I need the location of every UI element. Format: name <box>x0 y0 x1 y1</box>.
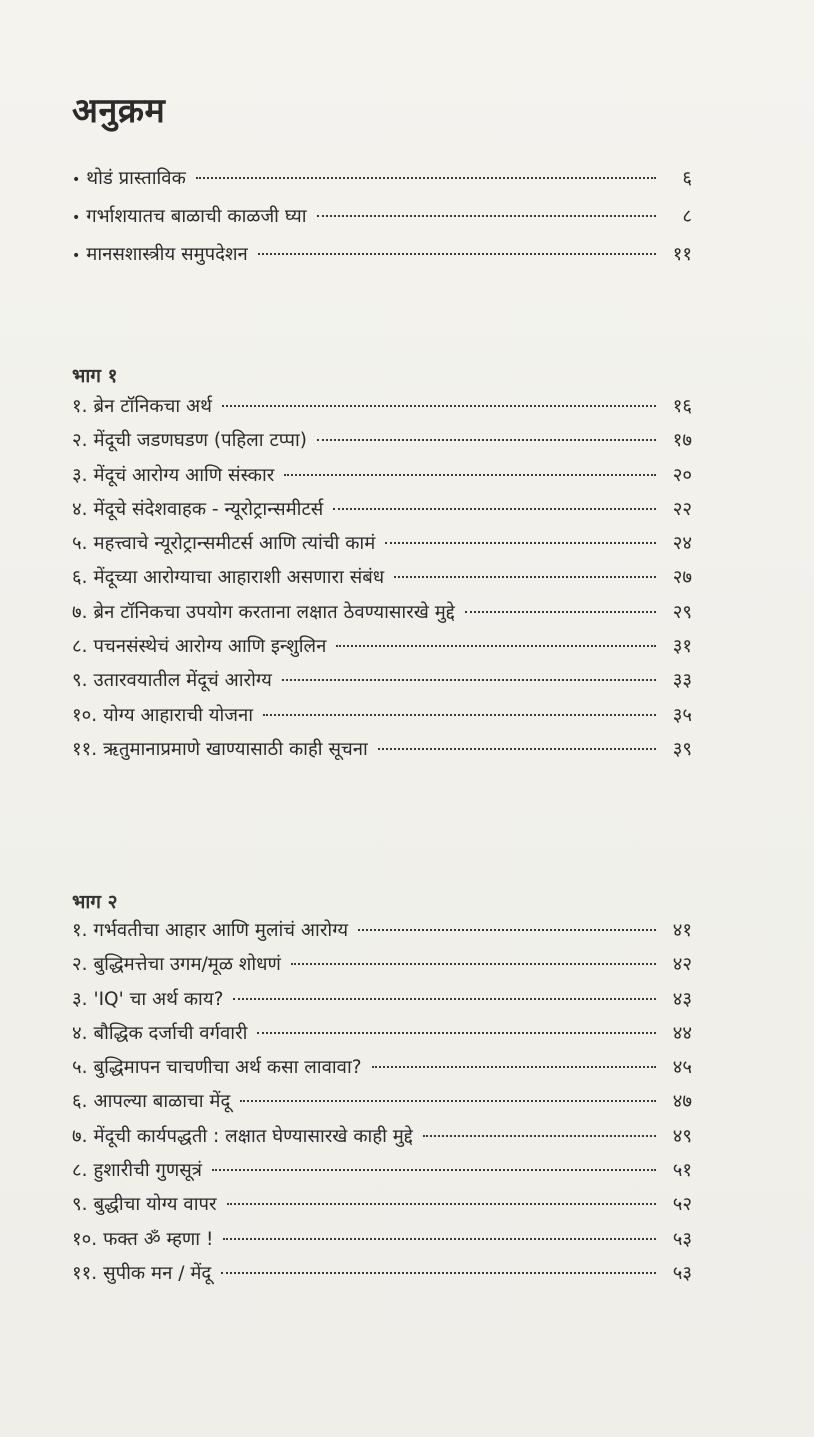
dot-leader <box>465 611 656 613</box>
entry-title: मेंदूचं आरोग्य आणि संस्कार <box>93 464 275 486</box>
toc-entry <box>72 1194 692 1228</box>
entry-title: मेंदूच्या आरोग्याचा आहाराशी असणारा संबंध <box>93 567 385 589</box>
entry-title: फक्त ॐ म्हणा ! <box>103 1228 214 1250</box>
entry-title: 'IQ' चा अर्थ काय? <box>93 988 224 1010</box>
dot-leader <box>378 748 656 750</box>
entry-number: २. <box>72 954 88 976</box>
page-title: अनुक्रम <box>72 91 166 131</box>
entry-number: ४. <box>72 1022 88 1044</box>
toc-entry <box>72 670 692 704</box>
toc-entry <box>72 1229 692 1263</box>
entry-title: मेंदूचे संदेशवाहक - न्यूरोट्रान्समीटर्स <box>93 498 324 520</box>
entry-number: ६. <box>72 567 88 589</box>
entry-title: योग्य आहाराची योजना <box>103 704 254 726</box>
entry-title: आपल्या बाळाचा मेंदू <box>93 1091 231 1113</box>
entry-page-number: २२ <box>672 498 692 520</box>
entry-number: १. <box>72 396 88 417</box>
toc-entry <box>72 739 692 773</box>
entry-page-number: ४२ <box>672 954 692 976</box>
toc-entry <box>72 567 692 601</box>
entry-number: १०. <box>72 1228 98 1250</box>
part1-list <box>72 396 692 773</box>
entry-page-number: २४ <box>672 533 692 555</box>
dot-leader <box>282 679 656 681</box>
entry-title: महत्त्वाचे न्यूरोट्रान्समीटर्स आणि त्यांची कामं <box>93 533 376 555</box>
dot-leader <box>284 474 656 476</box>
entry-title: बुद्धिमापन चाचणीचा अर्थ कसा लावावा? <box>93 1057 362 1079</box>
dot-leader <box>394 576 656 578</box>
toc-entry <box>72 989 692 1023</box>
dot-leader <box>221 1272 656 1274</box>
entry-number: ३. <box>72 988 88 1010</box>
toc-entry <box>72 206 692 244</box>
entry-title: गर्भवतीचा आहार आणि मुलांचं आरोग्य <box>93 920 349 941</box>
toc-entry <box>72 1091 692 1125</box>
entry-page-number: ४१ <box>672 920 692 941</box>
bullet-marker: • <box>72 248 81 264</box>
entry-number: ९. <box>72 1194 88 1216</box>
entry-title: सुपीक मन / मेंदू <box>103 1262 212 1284</box>
entry-number: ५. <box>72 533 88 555</box>
entry-title: हुशारीची गुणसूत्रं <box>93 1160 202 1182</box>
toc-entry <box>72 533 692 567</box>
entry-page-number: १७ <box>672 430 692 452</box>
toc-entry <box>72 1057 692 1091</box>
entry-page-number: ८ <box>682 206 692 227</box>
entry-page-number: ५२ <box>672 1194 692 1216</box>
toc-entry <box>72 430 692 464</box>
entry-page-number: ५३ <box>672 1262 692 1284</box>
entry-title: ऋतुमानाप्रमाणे खाण्यासाठी काही सूचना <box>103 738 368 760</box>
dot-leader <box>222 405 656 407</box>
entry-page-number: ५१ <box>672 1160 692 1182</box>
part1-heading: भाग १ <box>72 365 118 387</box>
entry-title: ब्रेन टॉनिकचा उपयोग करताना लक्षात ठेवण्यासारखे मुद्दे <box>93 601 455 623</box>
dot-leader <box>358 929 656 931</box>
entry-number: ११. <box>72 738 98 760</box>
entry-title: ब्रेन टॉनिकचा अर्थ <box>93 396 212 417</box>
entry-number: ८. <box>72 1160 88 1182</box>
entry-title: उतारवयातील मेंदूचं आरोग्य <box>93 670 272 692</box>
entry-number: ८. <box>72 636 88 658</box>
toc-entry <box>72 602 692 636</box>
toc-entry <box>72 1263 692 1297</box>
dot-leader <box>333 508 656 510</box>
dot-leader <box>317 439 656 441</box>
entry-page-number: ४७ <box>672 1091 692 1113</box>
toc-entry <box>72 168 692 206</box>
toc-entry <box>72 1126 692 1160</box>
entry-page-number: ३३ <box>672 670 692 692</box>
entry-number: १०. <box>72 704 98 726</box>
dot-leader <box>258 253 656 255</box>
entry-title: मानसशास्त्रीय समुपदेशन <box>86 244 248 265</box>
entry-title: थोडं प्रास्ताविक <box>86 168 186 189</box>
dot-leader <box>291 963 656 965</box>
dot-leader <box>372 1066 656 1068</box>
entry-page-number: ६ <box>682 168 692 189</box>
entry-page-number: २९ <box>672 601 692 623</box>
entry-title: बुद्धिमत्तेचा उगम/मूळ शोधणं <box>93 954 281 976</box>
entry-number: ३. <box>72 464 88 486</box>
entry-number: ५. <box>72 1057 88 1079</box>
entry-page-number: ३१ <box>672 636 692 658</box>
entry-page-number: ३९ <box>672 738 692 760</box>
part2-heading: भाग २ <box>72 891 118 913</box>
toc-entry <box>72 705 692 739</box>
toc-entry <box>72 396 692 430</box>
dot-leader <box>257 1032 656 1034</box>
entry-page-number: ४९ <box>672 1125 692 1147</box>
entry-title: मेंदूची कार्यपद्धती : लक्षात घेण्यासारखे काही मुद्दे <box>93 1125 413 1147</box>
entry-title: बौद्धिक दर्जाची वर्गवारी <box>93 1022 248 1044</box>
dot-leader <box>336 645 656 647</box>
entry-title: बुद्धीचा योग्य वापर <box>93 1194 217 1216</box>
intro-list <box>72 168 692 282</box>
dot-leader <box>233 998 656 1000</box>
toc-entry <box>72 244 692 282</box>
bullet-marker: • <box>72 172 81 188</box>
entry-title: गर्भाशयातच बाळाची काळजी घ्या <box>86 206 307 227</box>
dot-leader <box>227 1203 656 1205</box>
entry-page-number: ४४ <box>672 1022 692 1044</box>
entry-number: ७. <box>72 1125 88 1147</box>
entry-page-number: १६ <box>672 396 692 417</box>
entry-page-number: ११ <box>672 244 692 265</box>
entry-number: ११. <box>72 1262 98 1284</box>
entry-title: मेंदूची जडणघडण (पहिला टप्पा) <box>93 430 308 452</box>
entry-page-number: ५३ <box>672 1228 692 1250</box>
bullet-marker: • <box>72 210 81 226</box>
entry-number: २. <box>72 430 88 452</box>
entry-page-number: २० <box>672 464 692 486</box>
entry-number: ६. <box>72 1091 88 1113</box>
toc-entry <box>72 465 692 499</box>
dot-leader <box>423 1135 656 1137</box>
entry-page-number: ३५ <box>672 704 692 726</box>
dot-leader <box>385 542 656 544</box>
entry-number: ४. <box>72 498 88 520</box>
entry-number: ७. <box>72 601 88 623</box>
entry-number: ९. <box>72 670 88 692</box>
entry-page-number: २७ <box>672 567 692 589</box>
entry-page-number: ४५ <box>672 1057 692 1079</box>
toc-entry <box>72 1023 692 1057</box>
dot-leader <box>196 177 656 179</box>
dot-leader <box>317 215 656 217</box>
toc-entry <box>72 499 692 533</box>
part2-list <box>72 920 692 1297</box>
entry-title: पचनसंस्थेचं आरोग्य आणि इन्शुलिन <box>93 636 327 658</box>
dot-leader <box>223 1238 656 1240</box>
toc-entry <box>72 636 692 670</box>
dot-leader <box>240 1100 656 1102</box>
dot-leader <box>212 1169 656 1171</box>
toc-entry <box>72 1160 692 1194</box>
toc-entry <box>72 954 692 988</box>
dot-leader <box>263 714 656 716</box>
entry-page-number: ४३ <box>672 988 692 1010</box>
toc-entry <box>72 920 692 954</box>
entry-number: १. <box>72 920 88 941</box>
